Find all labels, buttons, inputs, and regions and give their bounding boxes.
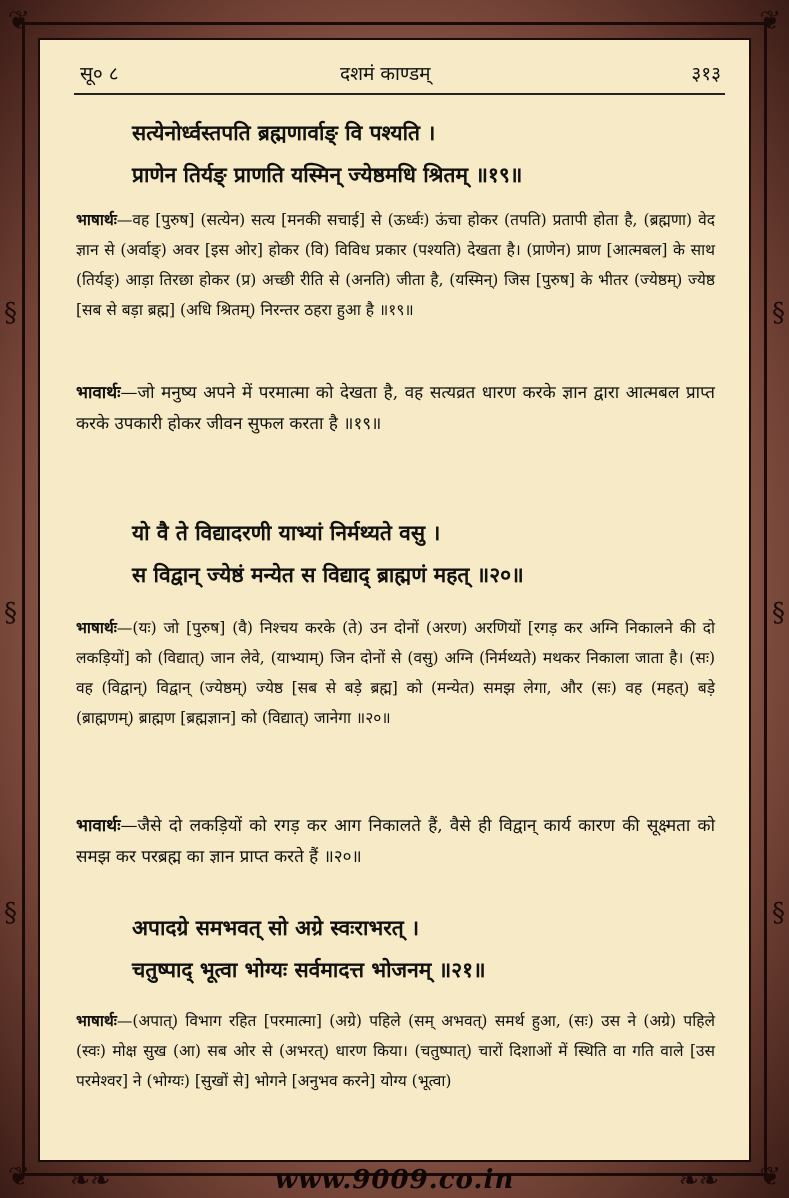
footer-swirl-icon: ❧❧ [70,1166,111,1194]
corner-swirl-icon: ❦ [8,6,30,36]
paragraph-text: —जो मनुष्य अपने में परमात्मा को देखता है, वह सत्यव्रत धारण करके ज्ञान द्वारा आत्मबल प्राप्त करके उपकारी होकर जीवन सुफल करता है ॥१९॥ [76,383,715,434]
side-swirl-icon: § [772,598,785,628]
mantra-line: स विद्वान् ज्येष्ठं मन्येत स विद्याद् ब्राह्मणं महत् ॥२०॥ [132,562,524,587]
mantra-line: प्राणेन तिर्यङ् प्राणति यस्मिन् ज्येष्ठमधि श्रितम् ॥१९॥ [132,162,523,187]
paragraph-text: —वह [पुरुष] (सत्येन) सत्य [मनकी सचाई] से (ऊर्ध्वः) ऊंचा होकर (तपति) प्रतापी होता है, (ब्रह्मणा) वेद ज्ञान से (अर्वाङ्) अवर [इस ओर] होकर (वि) विविध प्रकार (पश्यति) देखता है। (प्राणेन) प्राण [आत्मबल] के साथ (तिर्यङ्) आड़ा तिरछा होकर (प्र) अच्छी रीति से (अनति) जीता है, (यस्मिन्) जिस [पुरुष] के भीतर (ज्येष्ठम्) ज्येष्ठ [सब से बड़ा ब्रह्म] (अधि श्रितम्) निरन्तर ठहरा हुआ है ॥१९॥ [76,211,715,319]
header-divider [74,93,725,95]
paragraph-text: —(यः) जो [पुरुष] (वै) निश्चय करके (ते) उन दोनों (अरण) अरणियों [रगड़ कर अग्नि निकालने की दो लकड़ियों] को (विद्यात्) जान लेवे, (याभ्याम्) जिन दोनों से (वसु) अग्नि (निर्मथ्यते) मथकर निकाला जाता है। (सः) वह (विद्वान्) विद्वान् (ज्येष्ठम्) ज्येष्ठ [सब से बड़े ब्रह्म] को (मन्येत) समझ लेगा, और (सः) वह (महत्) बड़े (ब्राह्मणम्) ब्राह्मण [ब्रह्मज्ञान] को (विद्यात्) जानेगा ॥२०॥ [76,619,715,727]
word-meaning-paragraph [76,613,715,733]
side-swirl-icon: § [772,898,785,928]
mantra-line: चतुष्पाद् भूत्वा भोग्यः सर्वमादत्त भोजनम् ॥२१॥ [132,957,486,982]
website-url[interactable]: www.9009.co.in [274,1165,515,1195]
document-page [38,38,751,1162]
mantra-line: सत्येनोर्ध्वस्तपति ब्रह्मणार्वाङ् वि पश्यति । [132,120,436,145]
word-meaning-paragraph [76,1006,715,1096]
meaning-paragraph [76,378,715,440]
page-header [80,60,721,90]
paragraph-label: भाषार्थः [76,618,117,637]
footer-swirl-icon: ❧❧ [678,1166,719,1194]
paragraph-label: भावार्थः [76,383,121,403]
corner-swirl-icon: ❦ [8,1162,30,1192]
paragraph-text: —जैसे दो लकड़ियों को रगड़ कर आग निकालते हैं, वैसे ही विद्वान् कार्य कारण की सूक्ष्मता को समझ कर परब्रह्म का ज्ञान प्राप्त करते हैं ॥२०॥ [76,816,715,867]
paragraph-text: —(अपात्) विभाग रहित [परमात्मा] (अग्रे) पहिले (सम् अभवत्) समर्थ हुआ, (सः) उस ने (अग्रे) पहिले (स्वः) मोक्ष सुख (आ) सब ओर से (अभरत्) धारण किया। (चतुष्पात्) चारों दिशाओं में स्थिति वा गति वाले [उस परमेश्वर] ने (भोग्यः) [सुखों से] भोगने [अनुभव करने] योग्य (भूत्वा) [76,1012,715,1090]
chapter-title: दशमं काण्डम् [340,63,431,85]
corner-swirl-icon: ❦ [759,1162,781,1192]
side-swirl-icon: § [4,898,17,928]
footer [120,1163,669,1198]
corner-swirl-icon: ❦ [759,6,781,36]
mantra-line: यो वै ते विद्यादरणी याभ्यां निर्मथ्यते वसु । [132,520,441,545]
side-swirl-icon: § [4,598,17,628]
paragraph-label: भावार्थः [76,816,121,836]
meaning-paragraph [76,811,715,873]
side-swirl-icon: § [4,298,17,328]
side-swirl-icon: § [772,298,785,328]
mantra-line: अपादग्रे समभवत् सो अग्रे स्वःराभरत् । [132,915,420,940]
word-meaning-paragraph [76,205,715,325]
paragraph-label: भाषार्थः [76,210,117,229]
sutra-number: सू० ८ [80,63,119,85]
paragraph-label: भाषार्थः [76,1011,117,1030]
page-number: ३१३ [691,63,721,85]
